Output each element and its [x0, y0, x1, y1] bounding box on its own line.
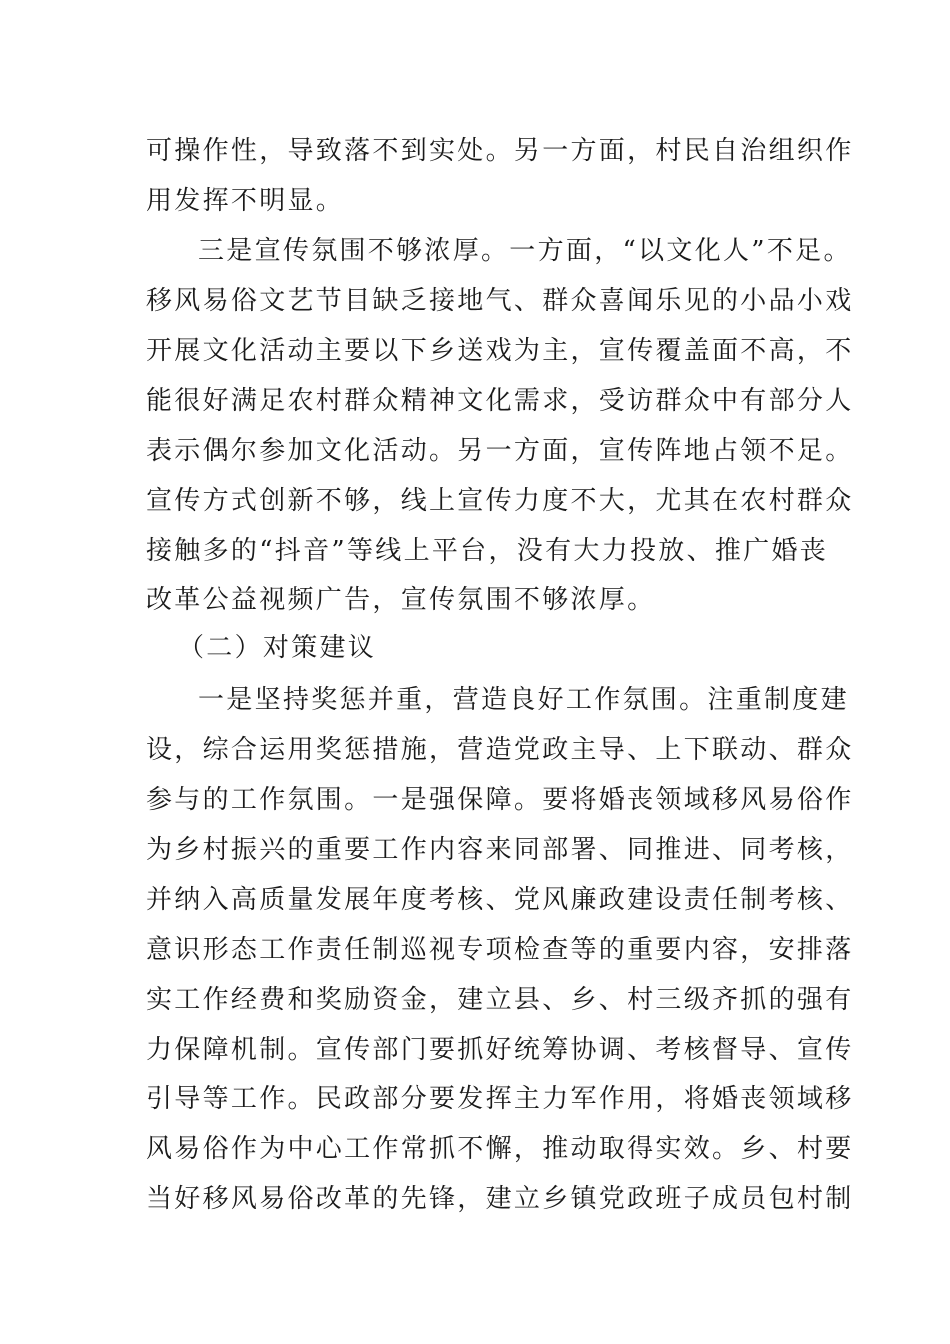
text-line: 意识形态工作责任制巡视专项检查等的重要内容，安排落	[146, 935, 854, 965]
text-line: 用发挥不明显。	[146, 186, 345, 216]
text-line: 力保障机制。宣传部门要抓好统筹协调、考核督导、宣传	[146, 1035, 854, 1065]
paragraph-first-line: 三是宣传氛围不够浓厚。一方面，“以文化人”不足。	[198, 236, 852, 266]
text-line: 风易俗作为中心工作常抓不懈，推动取得实效。乡、村要	[146, 1134, 854, 1164]
text-line: 设，综合运用奖惩措施，营造党政主导、上下联动、群众	[146, 735, 854, 765]
text-line: 表示偶尔参加文化活动。另一方面，宣传阵地占领不足。	[146, 436, 854, 466]
text-line: 当好移风易俗改革的先锋，建立乡镇党政班子成员包村制	[146, 1184, 854, 1214]
paragraph-first-line: 一是坚持奖惩并重，营造良好工作氛围。注重制度建	[198, 685, 849, 715]
text-line: 参与的工作氛围。一是强保障。要将婚丧领域移风易俗作	[146, 785, 854, 815]
text-line: 引导等工作。民政部分要发挥主力军作用，将婚丧领域移	[146, 1084, 854, 1114]
text-line: 实工作经费和奖励资金，建立县、乡、村三级齐抓的强有	[146, 985, 854, 1015]
text-line: 移风易俗文艺节目缺乏接地气、群众喜闻乐见的小品小戏	[146, 286, 854, 316]
text-line: 接触多的“抖音”等线上平台，没有大力投放、推广婚丧	[146, 536, 829, 566]
text-line: 改革公益视频广告，宣传氛围不够浓厚。	[146, 585, 656, 615]
text-line: 可操作性，导致落不到实处。另一方面，村民自治组织作	[146, 136, 854, 166]
text-line: 开展文化活动主要以下乡送戏为主，宣传覆盖面不高，不	[146, 336, 854, 366]
text-line: 宣传方式创新不够，线上宣传力度不大，尤其在农村群众	[146, 486, 854, 516]
section-heading: （二）对策建议	[178, 633, 377, 663]
text-line: 能很好满足农村群众精神文化需求，受访群众中有部分人	[146, 386, 854, 416]
text-line: 并纳入高质量发展年度考核、党风廉政建设责任制考核、	[146, 885, 854, 915]
text-line: 为乡村振兴的重要工作内容来同部署、同推进、同考核，	[146, 835, 854, 865]
